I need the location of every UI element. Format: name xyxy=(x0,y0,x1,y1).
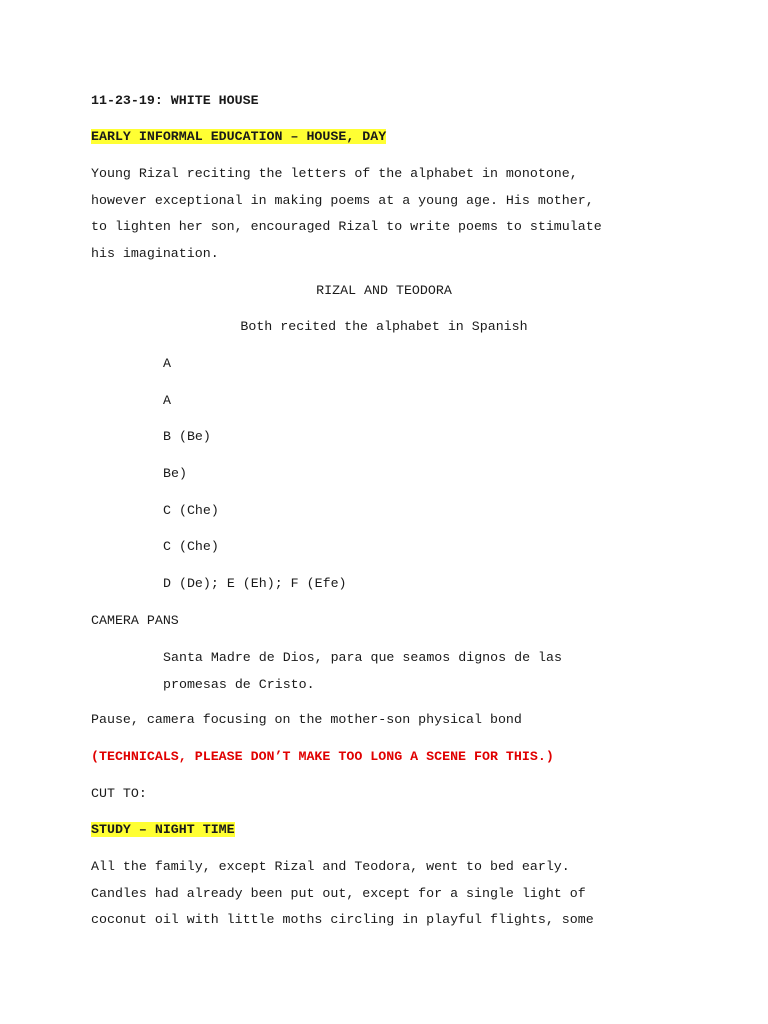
scene-heading-study xyxy=(91,821,235,839)
alphabet-line: Be) xyxy=(163,466,187,481)
paragraph-line: Candles had already been put out, except for a single light of xyxy=(91,886,586,901)
paragraph-line: Young Rizal reciting the letters of the alphabet in monotone, xyxy=(91,166,578,181)
technicals-note: (TECHNICALS, PLEASE DON’T MAKE TOO LONG A SCENE FOR THIS.) xyxy=(91,749,554,764)
scene-heading-early-education xyxy=(91,128,386,146)
highlight: EARLY INFORMAL EDUCATION – HOUSE, DAY xyxy=(91,129,387,144)
prayer-line: Santa Madre de Dios, para que seamos dignos de las xyxy=(163,650,562,665)
paragraph-line: All the family, except Rizal and Teodora, went to bed early. xyxy=(91,859,570,874)
cut-to: CUT TO: xyxy=(91,786,147,801)
alphabet-line: A xyxy=(163,356,171,371)
paragraph-line: his imagination. xyxy=(91,246,219,261)
date-heading: 11-23-19: WHITE HOUSE xyxy=(91,93,259,108)
alphabet-line: B (Be) xyxy=(163,429,211,444)
pause-direction: Pause, camera focusing on the mother-son physical bond xyxy=(91,712,522,727)
alphabet-line: D (De); E (Eh); F (Efe) xyxy=(163,576,347,591)
alphabet-line: C (Che) xyxy=(163,539,219,554)
paragraph-line: however exceptional in making poems at a young age. His mother, xyxy=(91,193,594,208)
prayer-line: promesas de Cristo. xyxy=(163,677,315,692)
alphabet-line: C (Che) xyxy=(163,503,219,518)
character-names: RIZAL AND TEODORA xyxy=(316,283,452,298)
camera-pans: CAMERA PANS xyxy=(91,613,179,628)
stage-direction: Both recited the alphabet in Spanish xyxy=(240,319,528,334)
paragraph-line: coconut oil with little moths circling in playful flights, some xyxy=(91,912,594,927)
highlight: STUDY – NIGHT TIME xyxy=(91,822,235,837)
paragraph-line: to lighten her son, encouraged Rizal to write poems to stimulate xyxy=(91,219,602,234)
alphabet-line: A xyxy=(163,393,171,408)
